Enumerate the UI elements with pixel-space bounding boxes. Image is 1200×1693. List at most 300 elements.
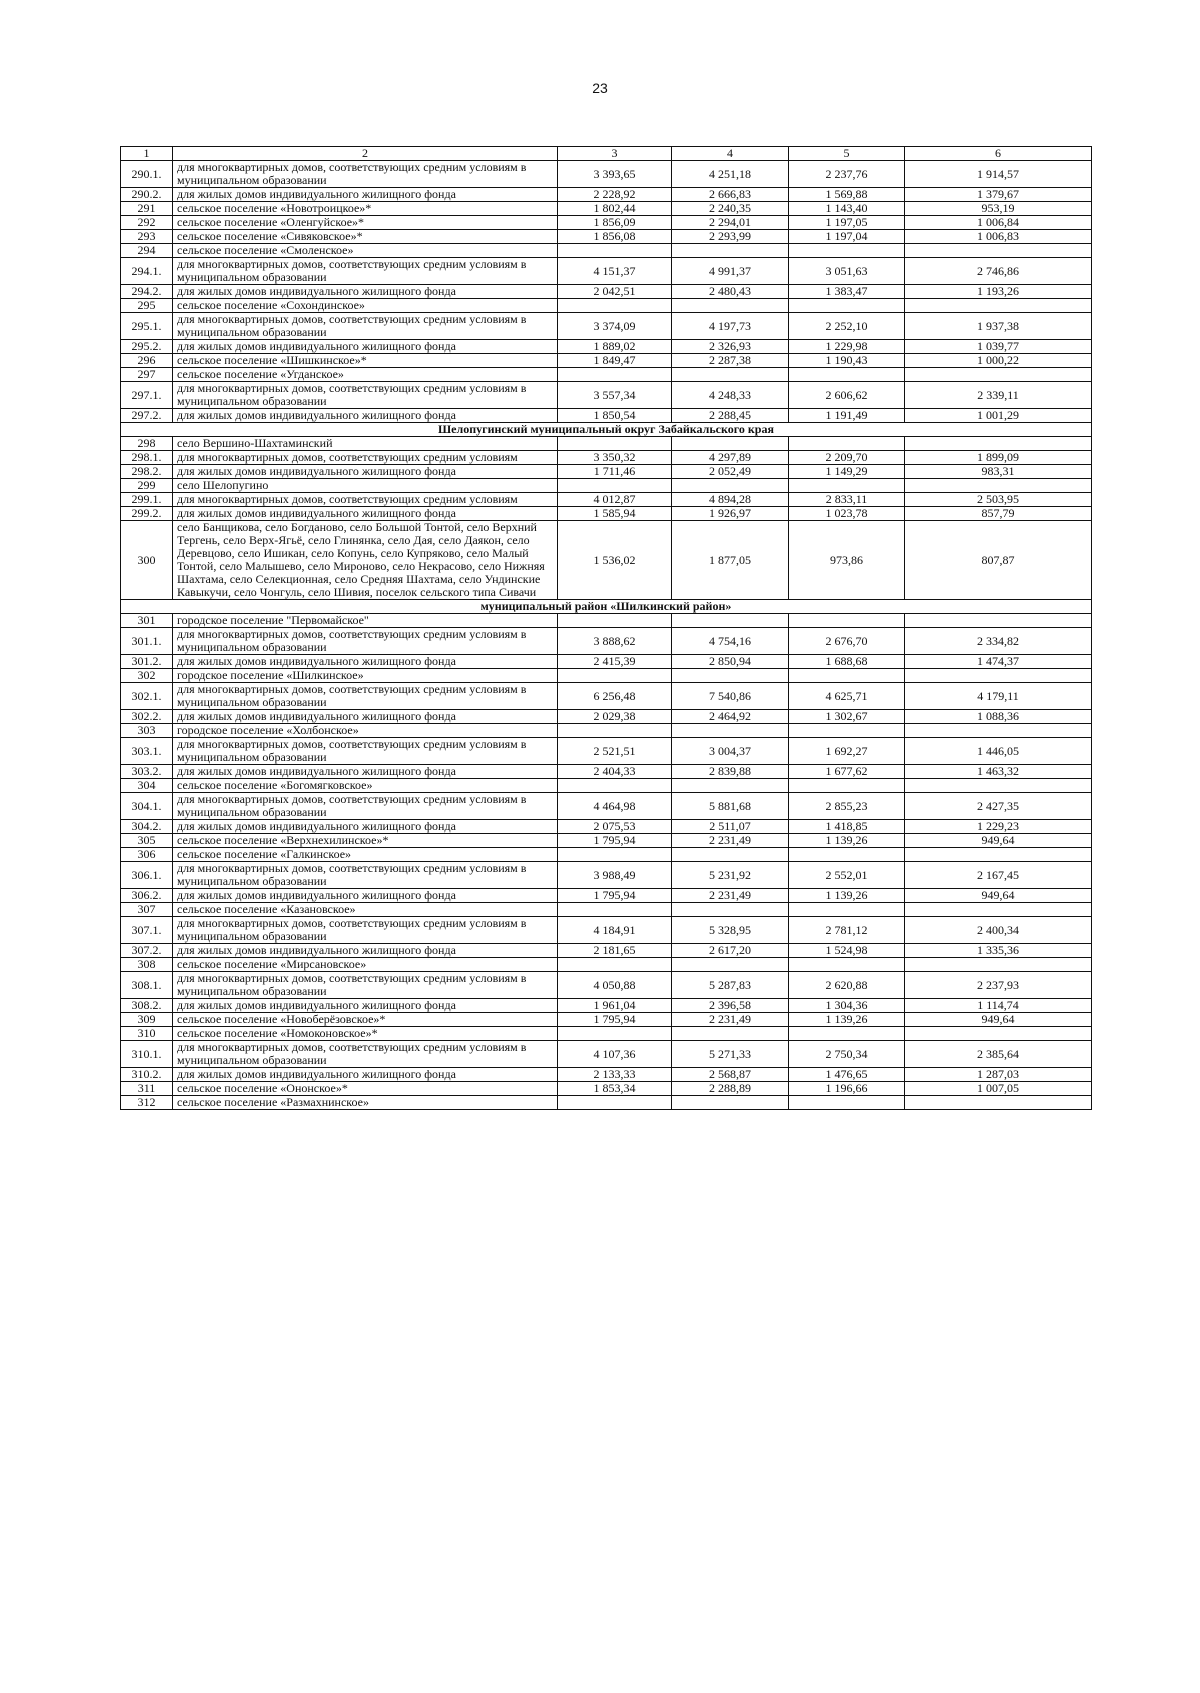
value-col-6: 2 237,93 [905,972,1092,999]
value-col-4 [672,669,789,683]
value-col-6: 2 427,35 [905,793,1092,820]
table-row [121,368,1092,382]
table-row [121,614,1092,628]
row-description: село Шелопугино [173,479,558,493]
value-col-6: 1 446,05 [905,738,1092,765]
table-row [121,820,1092,834]
value-col-4: 4 754,16 [672,628,789,655]
row-description: для жилых домов индивидуального жилищного фонда [173,820,558,834]
value-col-3: 2 181,65 [558,944,672,958]
table-row [121,944,1092,958]
value-col-5: 1 190,43 [789,354,905,368]
value-col-5: 1 191,49 [789,409,905,423]
table-row [121,834,1092,848]
value-col-3: 1 850,54 [558,409,672,423]
value-col-6 [905,1096,1092,1110]
value-col-6: 953,19 [905,202,1092,216]
value-col-4 [672,368,789,382]
row-number: 303.2. [121,765,173,779]
value-col-4 [672,958,789,972]
value-col-6: 1 001,29 [905,409,1092,423]
row-number: 310.1. [121,1041,173,1068]
row-number: 299 [121,479,173,493]
value-col-4: 5 328,95 [672,917,789,944]
table-row [121,479,1092,493]
value-col-3: 2 042,51 [558,285,672,299]
value-col-5 [789,669,905,683]
value-col-6: 857,79 [905,507,1092,521]
value-col-6: 1 937,38 [905,313,1092,340]
row-number: 290.2. [121,188,173,202]
row-number: 297.1. [121,382,173,409]
row-description: для многоквартирных домов, соответствующих средним условиям в муниципальном образовании [173,738,558,765]
value-col-3: 4 012,87 [558,493,672,507]
value-col-3 [558,368,672,382]
value-col-6: 1 229,23 [905,820,1092,834]
value-col-5: 1 304,36 [789,999,905,1013]
row-number: 306 [121,848,173,862]
value-col-6: 1 114,74 [905,999,1092,1013]
column-header-row [121,147,1092,161]
table-row [121,451,1092,465]
value-col-4: 7 540,86 [672,683,789,710]
row-description: для многоквартирных домов, соответствующих средним условиям [173,493,558,507]
row-description: сельское поселение «Ононское»* [173,1082,558,1096]
value-col-5: 1 688,68 [789,655,905,669]
row-description: сельское поселение «Номоконовское»* [173,1027,558,1041]
value-col-4: 5 231,92 [672,862,789,889]
value-col-4: 4 297,89 [672,451,789,465]
value-col-5 [789,958,905,972]
row-number: 307.2. [121,944,173,958]
value-col-3 [558,724,672,738]
value-col-6: 1 006,84 [905,216,1092,230]
value-col-5: 1 476,65 [789,1068,905,1082]
value-col-3: 1 711,46 [558,465,672,479]
value-col-3: 4 184,91 [558,917,672,944]
row-description: сельское поселение «Новотроицкое»* [173,202,558,216]
value-col-3: 3 374,09 [558,313,672,340]
row-description: сельское поселение «Новоберёзовское»* [173,1013,558,1027]
column-header: 4 [672,147,789,161]
row-description: для многоквартирных домов, соответствующих средним условиям в муниципальном образовании [173,917,558,944]
table-row [121,244,1092,258]
value-col-5: 1 677,62 [789,765,905,779]
value-col-3 [558,244,672,258]
row-description: сельское поселение «Оленгуйское»* [173,216,558,230]
column-header: 3 [558,147,672,161]
row-description: сельское поселение «Верхнехилинское»* [173,834,558,848]
row-description: для жилых домов индивидуального жилищного фонда [173,889,558,903]
value-col-5: 1 197,05 [789,216,905,230]
row-description: для жилых домов индивидуального жилищного фонда [173,507,558,521]
value-col-5: 973,86 [789,521,905,600]
table-row [121,1068,1092,1082]
table-row [121,765,1092,779]
row-number: 311 [121,1082,173,1096]
value-col-4: 4 251,18 [672,161,789,188]
row-description: сельское поселение «Размахнинское» [173,1096,558,1110]
value-col-3 [558,903,672,917]
value-col-5: 1 139,26 [789,889,905,903]
table-row [121,161,1092,188]
value-col-5: 2 209,70 [789,451,905,465]
table-row [121,999,1092,1013]
value-col-4: 4 894,28 [672,493,789,507]
value-col-4: 1 926,97 [672,507,789,521]
value-col-4: 2 052,49 [672,465,789,479]
row-description: для многоквартирных домов, соответствующих средним условиям в муниципальном образовании [173,161,558,188]
value-col-4: 2 293,99 [672,230,789,244]
value-col-4: 5 287,83 [672,972,789,999]
value-col-5: 1 143,40 [789,202,905,216]
row-description: для жилых домов индивидуального жилищного фонда [173,999,558,1013]
value-col-4 [672,244,789,258]
table-row [121,285,1092,299]
value-col-5: 2 676,70 [789,628,905,655]
value-col-6: 1 039,77 [905,340,1092,354]
value-col-3: 1 961,04 [558,999,672,1013]
row-description: сельское поселение «Смоленское» [173,244,558,258]
row-number: 294 [121,244,173,258]
table-row [121,683,1092,710]
row-description: сельское поселение «Сивяковское»* [173,230,558,244]
row-number: 312 [121,1096,173,1110]
row-number: 310.2. [121,1068,173,1082]
value-col-5 [789,368,905,382]
value-col-6: 1 335,36 [905,944,1092,958]
value-col-5: 1 023,78 [789,507,905,521]
value-col-6: 949,64 [905,1013,1092,1027]
value-col-5 [789,779,905,793]
table-row [121,188,1092,202]
value-col-4 [672,724,789,738]
row-description: для жилых домов индивидуального жилищного фонда [173,465,558,479]
row-number: 307.1. [121,917,173,944]
value-col-6: 949,64 [905,834,1092,848]
value-col-6: 2 503,95 [905,493,1092,507]
section-title: муниципальный район «Шилкинский район» [121,600,1092,614]
value-col-3: 3 988,49 [558,862,672,889]
row-number: 308 [121,958,173,972]
row-number: 308.2. [121,999,173,1013]
value-col-5: 3 051,63 [789,258,905,285]
table-row [121,917,1092,944]
row-description: для многоквартирных домов, соответствующих средним условиям в муниципальном образовании [173,313,558,340]
table-row [121,779,1092,793]
value-col-5 [789,299,905,313]
value-col-6: 807,87 [905,521,1092,600]
value-col-6: 2 385,64 [905,1041,1092,1068]
value-col-4 [672,903,789,917]
value-col-5 [789,437,905,451]
value-col-4 [672,299,789,313]
value-col-3 [558,669,672,683]
table-row [121,299,1092,313]
value-col-6: 1 088,36 [905,710,1092,724]
row-description: для жилых домов индивидуального жилищного фонда [173,765,558,779]
row-number: 301 [121,614,173,628]
value-col-4: 2 326,93 [672,340,789,354]
value-col-6: 1 463,32 [905,765,1092,779]
value-col-5: 1 302,67 [789,710,905,724]
value-col-6: 1 899,09 [905,451,1092,465]
value-col-5: 2 252,10 [789,313,905,340]
value-col-4: 2 666,83 [672,188,789,202]
table-row [121,202,1092,216]
value-col-5 [789,903,905,917]
value-col-3: 4 464,98 [558,793,672,820]
row-number: 294.2. [121,285,173,299]
row-number: 301.2. [121,655,173,669]
value-col-4: 2 480,43 [672,285,789,299]
value-col-5: 2 855,23 [789,793,905,820]
value-col-4 [672,779,789,793]
row-number: 296 [121,354,173,368]
value-col-6: 1 193,26 [905,285,1092,299]
value-col-6: 2 339,11 [905,382,1092,409]
row-description: сельское поселение «Шишкинское»* [173,354,558,368]
row-description: городское поселение «Холбонское» [173,724,558,738]
value-col-5: 1 139,26 [789,1013,905,1027]
value-col-4: 2 240,35 [672,202,789,216]
row-number: 298.1. [121,451,173,465]
value-col-4: 2 511,07 [672,820,789,834]
table-row [121,724,1092,738]
value-col-3: 1 795,94 [558,1013,672,1027]
row-description: сельское поселение «Казановское» [173,903,558,917]
row-number: 298.2. [121,465,173,479]
value-col-4: 5 271,33 [672,1041,789,1068]
value-col-3 [558,299,672,313]
value-col-3: 3 393,65 [558,161,672,188]
value-col-3: 4 151,37 [558,258,672,285]
value-col-5: 2 781,12 [789,917,905,944]
value-col-6 [905,669,1092,683]
table-row [121,793,1092,820]
row-number: 306.2. [121,889,173,903]
table-row [121,669,1092,683]
row-description: для жилых домов индивидуального жилищного фонда [173,188,558,202]
table-row [121,437,1092,451]
table-row [121,655,1092,669]
row-description: для многоквартирных домов, соответствующих средним условиям в муниципальном образовании [173,972,558,999]
row-number: 300 [121,521,173,600]
value-col-4: 4 991,37 [672,258,789,285]
value-col-4: 4 197,73 [672,313,789,340]
value-col-4 [672,479,789,493]
value-col-5: 1 229,98 [789,340,905,354]
value-col-3 [558,1096,672,1110]
value-col-6 [905,958,1092,972]
value-col-3: 2 075,53 [558,820,672,834]
table-row [121,972,1092,999]
table-row [121,1096,1092,1110]
row-number: 299.1. [121,493,173,507]
table-row [121,216,1092,230]
table-row [121,628,1092,655]
section-title: Шелопугинский муниципальный округ Забайкальского края [121,423,1092,437]
row-description: для жилых домов индивидуального жилищного фонда [173,285,558,299]
value-col-4: 4 248,33 [672,382,789,409]
table-row [121,848,1092,862]
value-col-6: 2 746,86 [905,258,1092,285]
value-col-4: 5 881,68 [672,793,789,820]
value-col-4: 2 464,92 [672,710,789,724]
value-col-3: 1 856,08 [558,230,672,244]
value-col-5 [789,244,905,258]
value-col-6: 1 474,37 [905,655,1092,669]
value-col-4: 2 288,45 [672,409,789,423]
table-row [121,903,1092,917]
row-description: городское поселение "Первомайское" [173,614,558,628]
value-col-6: 2 167,45 [905,862,1092,889]
value-col-6 [905,1027,1092,1041]
row-description: для многоквартирных домов, соответствующих средним условиям [173,451,558,465]
row-description: для жилых домов индивидуального жилищного фонда [173,710,558,724]
value-col-3: 2 029,38 [558,710,672,724]
row-description: для многоквартирных домов, соответствующих средним условиям в муниципальном образовании [173,862,558,889]
row-number: 302.1. [121,683,173,710]
value-col-4: 1 877,05 [672,521,789,600]
value-col-4 [672,1096,789,1110]
row-number: 301.1. [121,628,173,655]
table-row [121,409,1092,423]
value-col-3 [558,479,672,493]
value-col-3 [558,848,672,862]
value-col-4: 2 231,49 [672,889,789,903]
value-col-3: 1 853,34 [558,1082,672,1096]
table-row [121,493,1092,507]
row-number: 308.1. [121,972,173,999]
row-number: 302 [121,669,173,683]
value-col-6: 2 334,82 [905,628,1092,655]
value-col-3 [558,614,672,628]
row-number: 298 [121,437,173,451]
table-row [121,1082,1092,1096]
value-col-5: 1 383,47 [789,285,905,299]
table-row [121,354,1092,368]
column-header: 1 [121,147,173,161]
value-col-4: 2 850,94 [672,655,789,669]
value-col-4 [672,848,789,862]
section-header-row [121,600,1092,614]
row-description: для жилых домов индивидуального жилищного фонда [173,340,558,354]
row-number: 295.2. [121,340,173,354]
row-description: для жилых домов индивидуального жилищного фонда [173,409,558,423]
row-number: 297 [121,368,173,382]
value-col-6 [905,848,1092,862]
value-col-3: 2 415,39 [558,655,672,669]
table-row [121,382,1092,409]
table-row [121,1027,1092,1041]
value-col-3: 2 228,92 [558,188,672,202]
value-col-5: 2 552,01 [789,862,905,889]
value-col-3: 1 856,09 [558,216,672,230]
value-col-5: 2 833,11 [789,493,905,507]
table-row [121,1013,1092,1027]
column-header: 6 [905,147,1092,161]
value-col-4: 2 396,58 [672,999,789,1013]
row-number: 295.1. [121,313,173,340]
row-number: 297.2. [121,409,173,423]
section-header-row [121,423,1092,437]
table-row [121,710,1092,724]
value-col-5: 1 418,85 [789,820,905,834]
value-col-3: 3 350,32 [558,451,672,465]
table-row [121,738,1092,765]
row-number: 294.1. [121,258,173,285]
value-col-4 [672,614,789,628]
value-col-6 [905,244,1092,258]
value-col-5: 1 692,27 [789,738,905,765]
value-col-5: 1 149,29 [789,465,905,479]
value-col-5 [789,479,905,493]
value-col-4: 2 617,20 [672,944,789,958]
row-number: 299.2. [121,507,173,521]
value-col-3: 1 585,94 [558,507,672,521]
row-description: сельское поселение «Сохондинское» [173,299,558,313]
row-description: село Банщикова, село Богданово, село Большой Тонтой, село Верхний Тергень, село Верх-Ягьё, село Глинянка, село Дая, село Даякон, село Деревцово, село Ишикан, село Копунь, село Купряково, село Малый Тонтой, село Малышево, село Мироново, село Некрасово, село Нижняя Шахтама, село Селекционная, село Средняя Шахтама, село Ундинские Кавыкучи, село Чонгуль, село Шивия, поселок сельского типа Сивачи [173,521,558,600]
table-row [121,507,1092,521]
row-description: для многоквартирных домов, соответствующих средним условиям в муниципальном образовании [173,628,558,655]
table-row [121,313,1092,340]
value-col-6: 1 379,67 [905,188,1092,202]
row-number: 302.2. [121,710,173,724]
row-description: для жилых домов индивидуального жилищного фонда [173,655,558,669]
value-col-6 [905,299,1092,313]
row-number: 291 [121,202,173,216]
value-col-5: 2 750,34 [789,1041,905,1068]
row-number: 295 [121,299,173,313]
value-col-5 [789,1096,905,1110]
value-col-6 [905,368,1092,382]
value-col-3 [558,779,672,793]
value-col-4: 2 294,01 [672,216,789,230]
value-col-4: 2 231,49 [672,834,789,848]
row-description: для жилых домов индивидуального жилищного фонда [173,1068,558,1082]
row-number: 303 [121,724,173,738]
value-col-4 [672,1027,789,1041]
value-col-5 [789,848,905,862]
value-col-4: 2 287,38 [672,354,789,368]
value-col-3: 1 802,44 [558,202,672,216]
row-description: сельское поселение «Галкинское» [173,848,558,862]
value-col-6 [905,903,1092,917]
value-col-4: 3 004,37 [672,738,789,765]
table-row [121,958,1092,972]
value-col-3: 1 849,47 [558,354,672,368]
row-description: для многоквартирных домов, соответствующих средним условиям в муниципальном образовании [173,683,558,710]
row-number: 304.1. [121,793,173,820]
row-number: 310 [121,1027,173,1041]
value-col-6: 1 914,57 [905,161,1092,188]
table-row [121,258,1092,285]
row-description: сельское поселение «Угданское» [173,368,558,382]
row-number: 307 [121,903,173,917]
value-col-5: 1 196,66 [789,1082,905,1096]
value-col-6 [905,437,1092,451]
row-number: 306.1. [121,862,173,889]
row-number: 304 [121,779,173,793]
value-col-3: 2 404,33 [558,765,672,779]
value-col-3: 2 133,33 [558,1068,672,1082]
row-description: сельское поселение «Богомягковское» [173,779,558,793]
page-number: 23 [592,80,608,96]
row-description: для жилых домов индивидуального жилищного фонда [173,944,558,958]
row-description: для многоквартирных домов, соответствующих средним условиям в муниципальном образовании [173,793,558,820]
row-number: 309 [121,1013,173,1027]
